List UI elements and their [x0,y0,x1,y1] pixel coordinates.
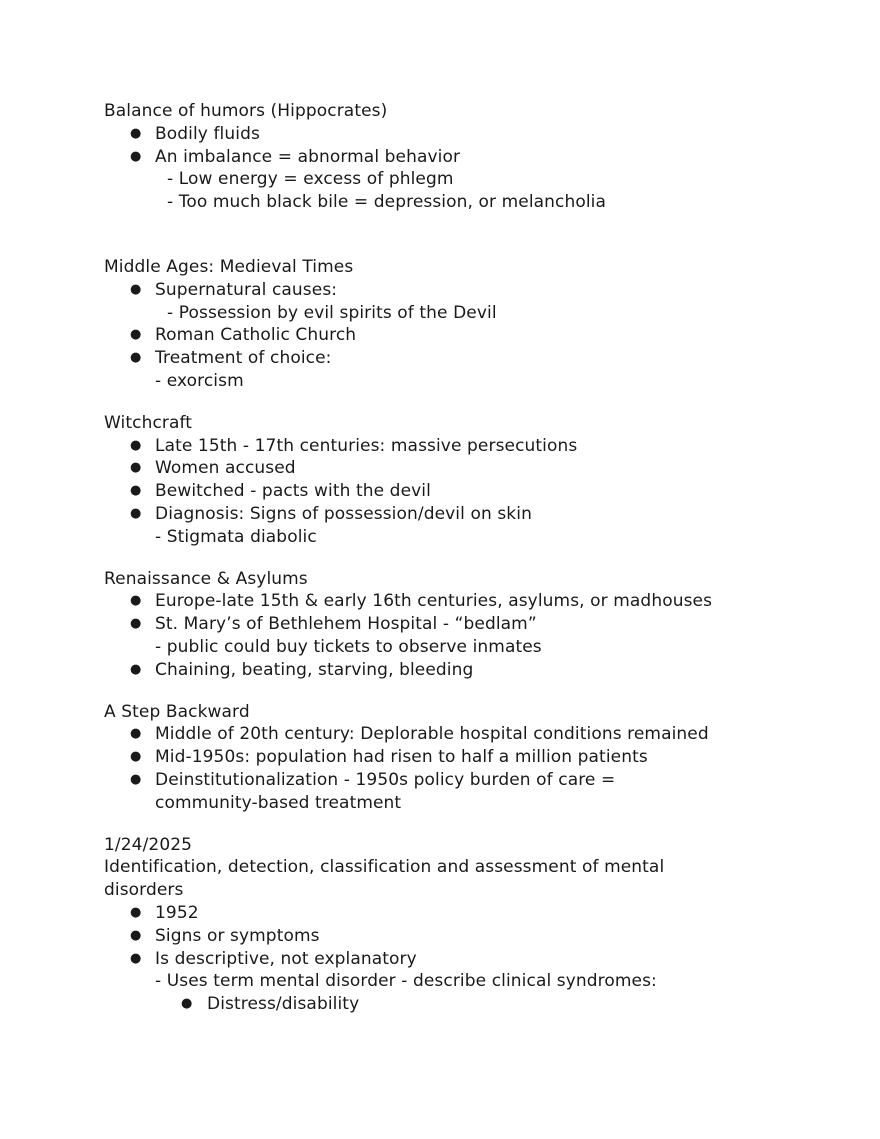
section-identification [104,834,804,1016]
list-item [104,503,804,549]
list-item-text: Europe-late 15th & early 16th centuries, asylums, or madhouses [155,591,713,612]
list-item [104,925,804,948]
document-page [104,100,804,1016]
list-item-text: Women accused [155,458,296,479]
list-item-text: Diagnosis: Signs of possession/devil on skin [155,503,532,524]
sub-line: - Possession by evil spirits of the Devil [167,302,497,323]
bullet-list [104,902,804,1016]
section-heading: Balance of humors (Hippocrates) [104,101,388,121]
list-item-text: Supernatural causes: [155,279,338,300]
section-witchcraft [104,412,804,549]
bullet-icon: ● [130,726,142,742]
list-item-text: Chaining, beating, starving, bleeding [155,659,474,680]
bullet-icon: ● [130,460,142,476]
section-humors [104,100,804,214]
list-item [104,590,804,613]
nested-bullet-list [155,993,804,1016]
list-item-text: Signs or symptoms [155,925,320,946]
bullet-icon: ● [130,661,142,677]
list-item-text: Treatment of choice: [155,348,332,369]
bullet-icon: ● [130,350,142,366]
list-item [104,746,804,769]
list-item [104,347,804,393]
sub-line: - public could buy tickets to observe inmates [155,636,542,657]
bullet-icon: ● [130,950,142,966]
bullet-icon: ● [130,927,142,943]
sub-line: - exorcism [155,370,244,391]
list-item-text: Mid-1950s: population had risen to half a million patients [155,747,648,768]
section-step-backward [104,701,804,815]
list-item-text: Deinstitutionalization - 1950s policy burden of care = community-based treatment [155,769,616,813]
list-item-text: 1952 [155,902,199,923]
list-item [104,324,804,347]
list-item-text: Is descriptive, not explanatory [155,948,417,969]
list-item [104,769,804,815]
list-item [104,902,804,925]
bullet-icon: ● [181,996,193,1012]
list-item-text: An imbalance = abnormal behavior [155,146,461,167]
section-heading: Renaissance & Asylums [104,568,308,589]
bullet-list [104,723,804,814]
bullet-list [104,590,804,681]
list-item-text: Distress/disability [207,994,360,1015]
list-item-text: Bodily fluids [155,123,260,144]
list-item [104,613,804,659]
section-heading: A Step Backward [104,701,250,722]
bullet-icon: ● [130,125,142,141]
bullet-icon: ● [130,616,142,632]
section-middle-ages [104,256,804,393]
section-heading: Identification, detection, classification and assessment of mental disorders [104,857,665,901]
nested-list-item [155,993,804,1016]
list-item [104,435,804,458]
bullet-list [104,123,804,214]
list-item-text: Middle of 20th century: Deplorable hospital conditions remained [155,724,709,745]
section-renaissance [104,568,804,682]
list-item [104,723,804,746]
bullet-icon: ● [130,904,142,920]
entry-date: 1/24/2025 [104,834,193,855]
bullet-icon: ● [130,281,142,297]
sub-line: - Too much black bile = depression, or melancholia [167,192,607,213]
sub-line: - Stigmata diabolic [155,526,317,547]
sub-line: - Low energy = excess of phlegm [167,169,454,190]
section-heading: Middle Ages: Medieval Times [104,256,354,277]
list-item [104,279,804,325]
bullet-icon: ● [130,593,142,609]
bullet-icon: ● [130,771,142,787]
list-item [104,948,804,1016]
list-item-text: Late 15th - 17th centuries: massive persecutions [155,435,578,456]
list-item-text: Roman Catholic Church [155,325,357,346]
bullet-icon: ● [130,749,142,765]
list-item [104,659,804,682]
bullet-icon: ● [130,327,142,343]
bullet-icon: ● [130,483,142,499]
bullet-list [104,435,804,549]
bullet-list [104,279,804,393]
list-item [104,480,804,503]
list-item-text: Bewitched - pacts with the devil [155,481,431,502]
list-item [104,457,804,480]
bullet-icon: ● [130,437,142,453]
list-item-text: St. Mary’s of Bethlehem Hospital - “bedlam” [155,614,537,635]
list-item [104,123,804,146]
sub-line: - Uses term mental disorder - describe clinical syndromes: [155,971,657,992]
bullet-icon: ● [130,148,142,164]
section-heading: Witchcraft [104,412,193,433]
list-item [104,146,804,214]
bullet-icon: ● [130,505,142,521]
